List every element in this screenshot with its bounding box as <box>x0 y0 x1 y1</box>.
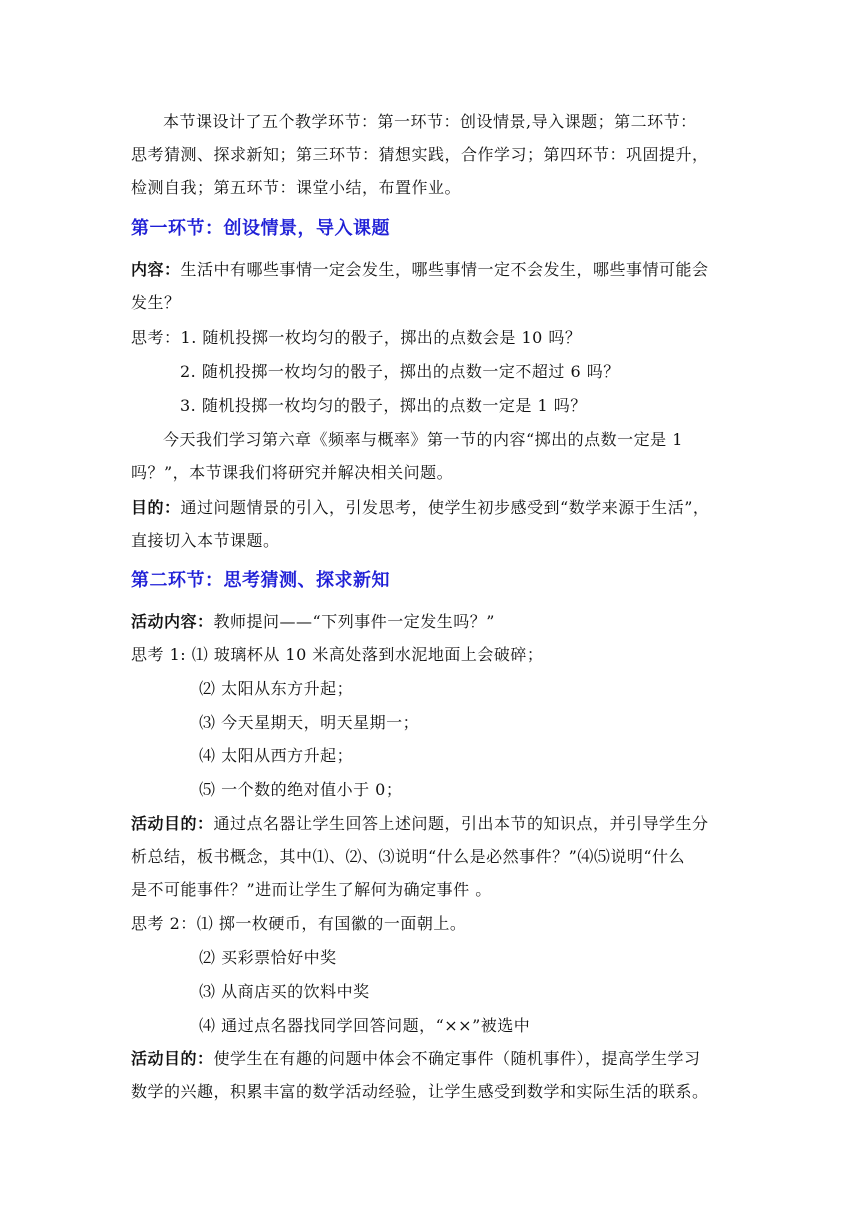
goal-text: 通过问题情景的引入，引发思考，使学生初步感受到“数学来源于生活”， <box>180 498 710 517</box>
goal-label: 目的： <box>131 498 181 517</box>
intro-line-3: 检测自我；第五环节：课堂小结，布置作业。 <box>131 178 462 197</box>
purpose1-line-1 <box>131 812 709 836</box>
purpose1-line-2: 析总结，板书概念，其中⑴、⑵、⑶说明“什么是必然事件？”⑷⑸说明“什么 <box>131 847 686 866</box>
activity-label: 活动内容： <box>131 612 214 631</box>
activity-line <box>131 610 495 634</box>
think2-item-2: ⑵ 买彩票恰好中奖 <box>199 948 337 967</box>
purpose2-line-2: 数学的兴趣，积累丰富的数学活动经验，让学生感受到数学和实际生活的联系。 <box>131 1082 709 1101</box>
think1-item-2: ⑵ 太阳从东方升起； <box>199 679 354 698</box>
think1-label: 思考 1: <box>131 645 192 664</box>
purpose1-text: 通过点名器让学生回答上述问题，引出本节的知识点，并引导学生分 <box>213 814 709 833</box>
intro-line-1: 本节课设计了五个教学环节：第一环节：创设情景,导入课题；第二环节： <box>163 112 697 131</box>
content-label: 内容： <box>131 260 181 279</box>
think2-item-4: ⑷ 通过点名器找同学回答问题，“××”被选中 <box>199 1016 531 1035</box>
today-line-2: 吗？”，本节课我们将研究并解决相关问题。 <box>131 463 454 482</box>
purpose2-text: 使学生在有趣的问题中体会不确定事件（随机事件），提高学生学习 <box>213 1049 701 1068</box>
think1-item-4: ⑷ 太阳从西方升起； <box>199 746 354 765</box>
think1-line-1 <box>131 643 543 667</box>
purpose2-line-1 <box>131 1047 701 1071</box>
purpose2-label: 活动目的： <box>131 1049 214 1068</box>
goal-line-1 <box>131 496 709 520</box>
purpose1-label: 活动目的： <box>131 814 214 833</box>
content-text: 生活中有哪些事情一定会发生，哪些事情一定不会发生，哪些事情可能会 <box>180 260 709 279</box>
goal-line-2: 直接切入本节课题。 <box>131 531 280 550</box>
purpose1-line-3: 是不可能事件？”进而让学生了解何为确定事件 。 <box>131 880 492 899</box>
think-label: 思考： <box>131 328 181 347</box>
think2-item-1: ⑴ 掷一枚硬币，有国徽的一面朝上。 <box>196 914 467 933</box>
think2-label: 思考 2： <box>131 914 197 933</box>
think1-item-3: ⑶ 今天星期天，明天星期一； <box>199 713 420 732</box>
think2-line-1 <box>131 912 466 936</box>
intro-line-2: 思考猜测、探求新知；第三环节：猜想实践，合作学习；第四环节：巩固提升， <box>131 145 709 164</box>
think-item-1: 1. 随机投掷一枚均匀的骰子，掷出的点数会是 10 吗？ <box>180 328 582 347</box>
today-line-1: 今天我们学习第六章《频率与概率》第一节的内容“掷出的点数一定是 1 <box>163 430 683 449</box>
section1-content-line-1 <box>131 258 709 282</box>
think2-item-3: ⑶ 从商店买的饮料中奖 <box>199 982 370 1001</box>
think1-item-1: ⑴ 玻璃杯从 10 米高处落到水泥地面上会破碎； <box>191 645 544 664</box>
think1-item-5: ⑸ 一个数的绝对值小于 0； <box>199 780 403 799</box>
section1-heading: 第一环节：创设情景，导入课题 <box>131 218 390 239</box>
section1-think-line-1 <box>131 326 581 350</box>
section2-heading: 第二环节：思考猜测、探求新知 <box>131 570 390 591</box>
activity-text: 教师提问——“下列事件一定发生吗？” <box>213 612 495 631</box>
think-item-3: 3. 随机投掷一枚均匀的骰子，掷出的点数一定是 1 吗？ <box>180 396 587 415</box>
think-item-2: 2. 随机投掷一枚均匀的骰子，掷出的点数一定不超过 6 吗？ <box>180 362 620 381</box>
section1-content-line-2: 发生？ <box>131 293 181 312</box>
